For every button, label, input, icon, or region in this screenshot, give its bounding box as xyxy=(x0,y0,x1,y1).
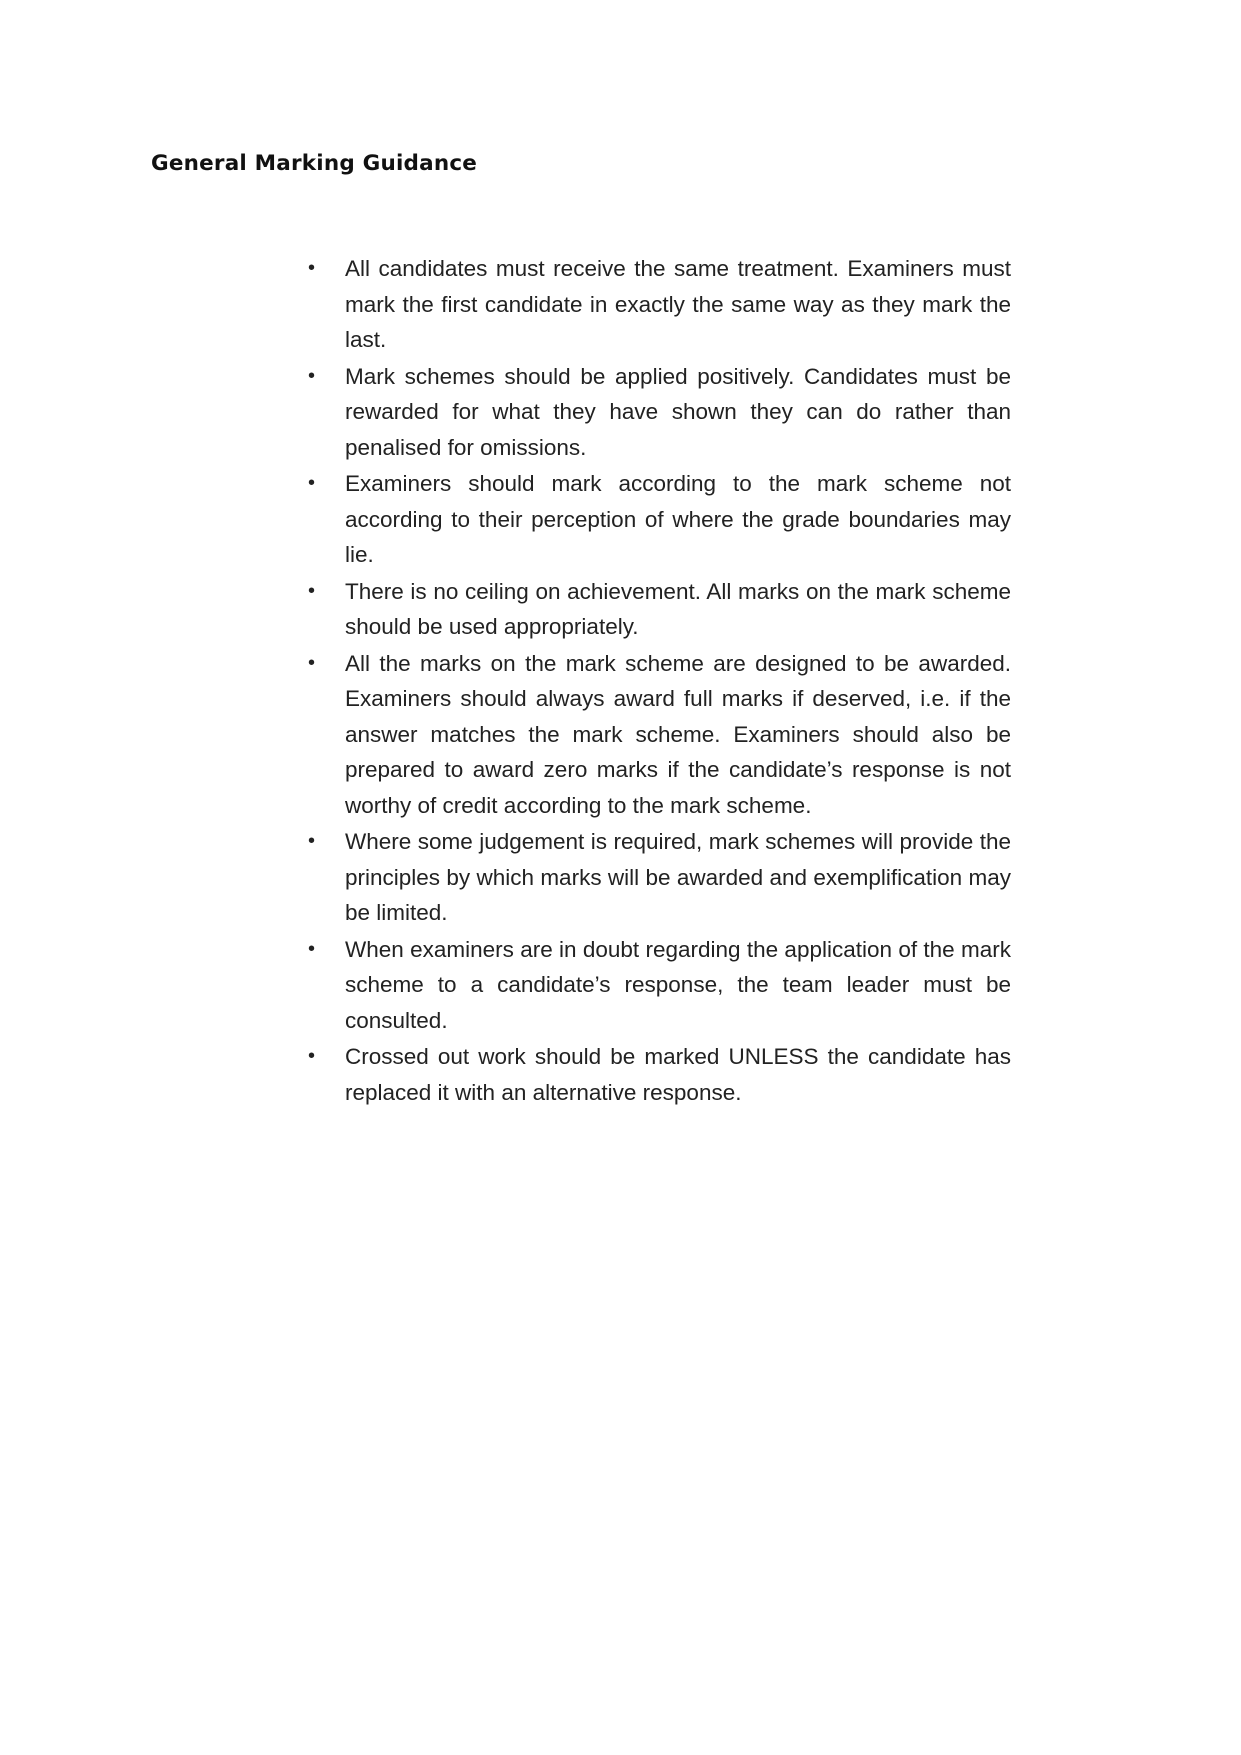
bullet-icon: • xyxy=(308,830,316,852)
bullet-icon: • xyxy=(308,579,316,602)
guidance-item-1 xyxy=(308,251,1011,358)
guidance-item-text: Examiners should mark according to the mark scheme not according to their perception of where the grade boundaries may lie. xyxy=(345,471,1011,567)
bullet-icon: • xyxy=(308,257,316,279)
bullet-icon: • xyxy=(308,1045,316,1067)
guidance-item-6 xyxy=(308,824,1011,931)
bullet-icon: • xyxy=(308,364,316,387)
page-heading: General Marking Guidance xyxy=(151,151,478,176)
guidance-item-3 xyxy=(308,466,1011,573)
guidance-item-7 xyxy=(308,932,1011,1039)
guidance-item-text: Mark schemes should be applied positively. Candidates must be rewarded for what they have shown they can do rather than penalised for omissions. xyxy=(345,363,1011,460)
guidance-item-text: Crossed out work should be marked UNLESS the candidate has replaced it with an alternative response. xyxy=(345,1044,1011,1105)
guidance-item-4 xyxy=(308,574,1011,645)
guidance-item-text: All the marks on the mark scheme are designed to be awarded. Examiners should always award full marks if deserved, i.e. if the answer matches the mark scheme. Examiners should also be prepared to award zero marks if the candidate’s response is not worthy of credit according to the mark scheme. xyxy=(345,650,1011,818)
guidance-item-text: There is no ceiling on achievement. All marks on the mark scheme should be used appropriately. xyxy=(345,578,1011,639)
guidance-item-text: All candidates must receive the same treatment. Examiners must mark the first candidate in exactly the same way as they mark the last. xyxy=(345,256,1011,352)
bullet-icon: • xyxy=(308,651,316,674)
guidance-item-2 xyxy=(308,359,1011,466)
guidance-item-text: When examiners are in doubt regarding the application of the mark scheme to a candidate’s response, the team leader must be consulted. xyxy=(345,936,1011,1033)
bullet-icon: • xyxy=(308,937,316,960)
guidance-item-8 xyxy=(308,1039,1011,1110)
guidance-item-text: Where some judgement is required, mark schemes will provide the principles by which marks will be awarded and exemplification may be limited. xyxy=(345,829,1011,925)
bullet-icon: • xyxy=(308,472,316,494)
guidance-list xyxy=(308,251,1011,1111)
guidance-item-5 xyxy=(308,646,1011,824)
